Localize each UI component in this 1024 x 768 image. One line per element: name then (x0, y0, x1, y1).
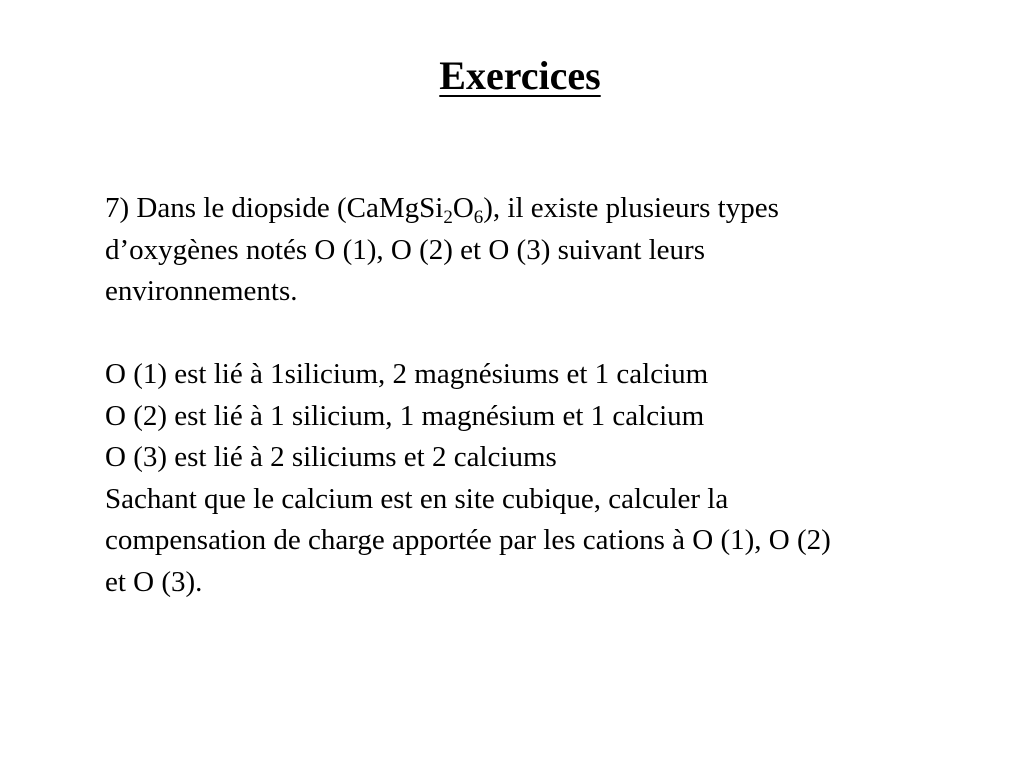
instruction-line-1: Sachant que le calcium est en site cubique, calculer la (105, 482, 729, 515)
formula-subscript-o: 6 (473, 207, 484, 228)
instruction-line-2: compensation de charge apportée par les cations à O (1), O (2) (105, 524, 831, 556)
instruction-line-3: et O (3). (105, 565, 203, 598)
question-line-1-suffix: ), il existe plusieurs types (483, 192, 779, 224)
statement-o3: O (3) est lié à 2 siliciums et 2 calciums (105, 441, 557, 473)
statement-o2: O (2) est lié à 1 silicium, 1 magnésium et 1 calcium (105, 399, 705, 432)
formula-oxygen: O (452, 192, 474, 224)
question-line-1 (105, 188, 985, 230)
question-line-3: environnements. (105, 275, 298, 307)
exercise-body (105, 188, 985, 603)
paragraph-spacer (105, 313, 985, 355)
formula-subscript-si: 2 (443, 207, 453, 228)
question-line-1-prefix: 7) Dans le diopside (CaMgSi (105, 192, 444, 224)
statement-o1: O (1) est lié à 1silicium, 2 magnésiums et 1 calcium (105, 358, 709, 390)
slide-title: Exercices (439, 53, 601, 98)
question-line-2: d’oxygènes notés O (1), O (2) et O (3) suivant leurs (105, 233, 705, 266)
